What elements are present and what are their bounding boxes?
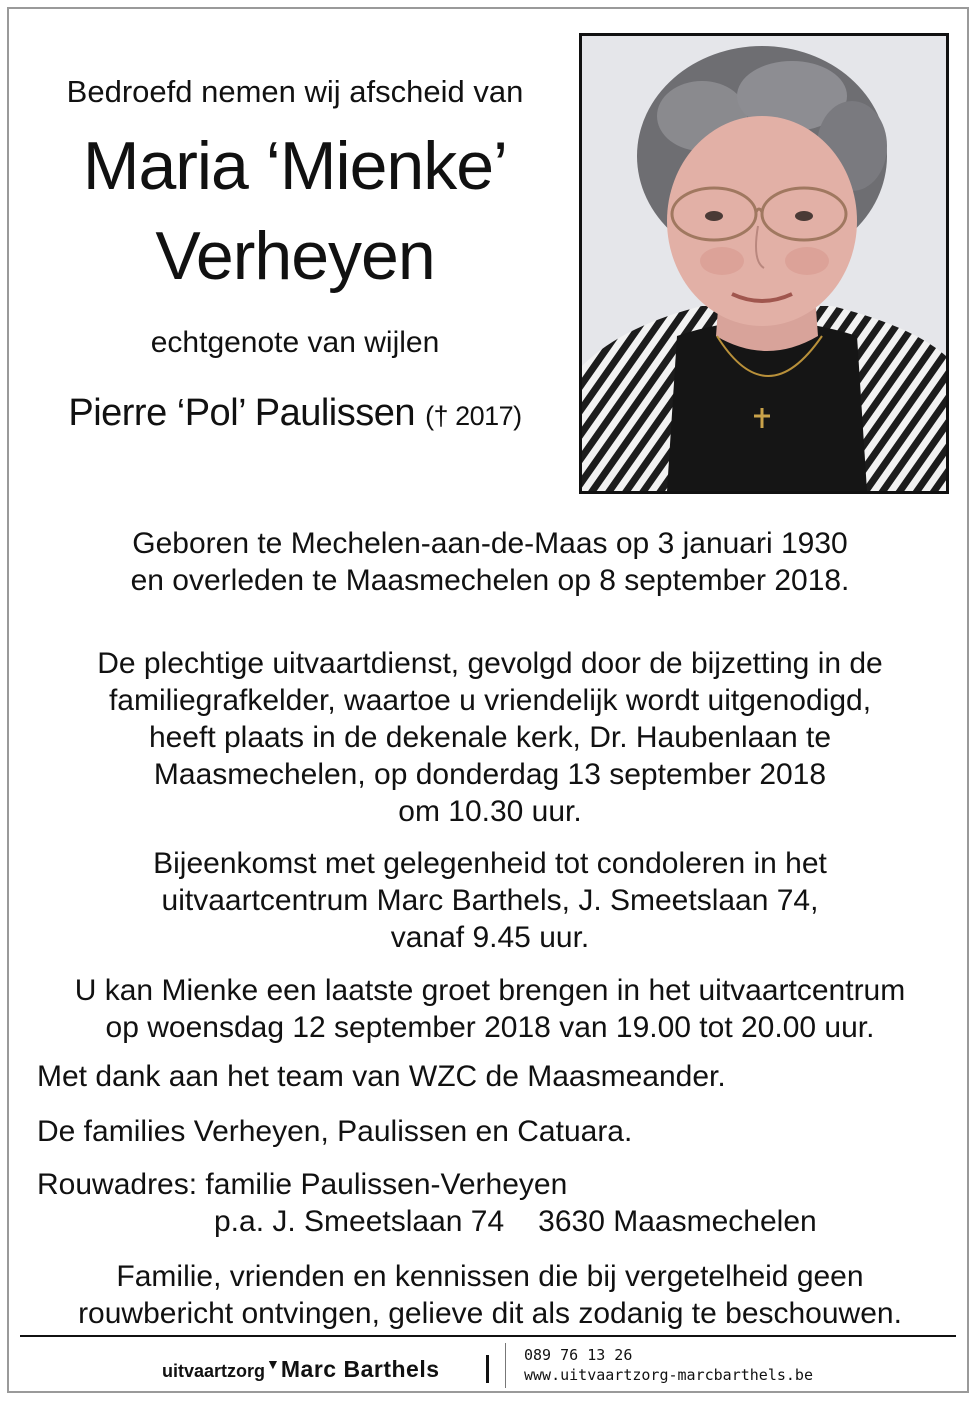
address-street: p.a. J. Smeetslaan 74 [214, 1205, 505, 1238]
text-line: op woensdag 12 september 2018 van 19.00 tot 20.00 uur. [105, 1011, 875, 1044]
service-paragraph [30, 645, 950, 830]
text-line: en overleden te Maasmechelen op 8 september 2018. [130, 564, 850, 597]
deceased-name-line1: Maria ‘Mienke’ [82, 128, 508, 204]
text-line: rouwbericht ontvingen, gelieve dit als zodanig te beschouwen. [78, 1297, 902, 1330]
text-line: Familie, vrienden en kennissen die bij vergetelheid geen [116, 1260, 864, 1293]
thanks-text: Met dank aan het team van WZC de Maasmeander. [37, 1060, 726, 1093]
mourning-address [37, 1166, 937, 1240]
funeral-home-logo [162, 1356, 440, 1383]
logo-prefix: uitvaartzorg [162, 1361, 266, 1381]
spouse-name: Pierre ‘Pol’ Paulissen [68, 392, 415, 434]
spouse-intro: echtgenote van wijlen [150, 326, 440, 359]
families-text: De families Verheyen, Paulissen en Catuara. [37, 1115, 633, 1148]
logo-brand: Marc Barthels [280, 1356, 440, 1382]
text-line: heeft plaats in de dekenale kerk, Dr. Haubenlaan te [148, 721, 832, 754]
footer-divider [20, 1335, 956, 1337]
footer-separator [505, 1343, 506, 1388]
text-line: uitvaartcentrum Marc Barthels, J. Smeetslaan 74, [161, 884, 819, 917]
text-line: familiegrafkelder, waartoe u vriendelijk wordt uitgenodigd, [108, 684, 872, 717]
deceased-name-line2: Verheyen [155, 218, 435, 294]
gathering-paragraph [30, 845, 950, 956]
address-city: 3630 Maasmechelen [538, 1205, 817, 1238]
notice-paragraph [30, 1258, 950, 1332]
spouse-line [30, 392, 560, 435]
intro-text: Bedroefd nemen wij afscheid van [66, 74, 524, 109]
birth-death-paragraph [30, 525, 950, 599]
phone-number: 089 76 13 26 [524, 1346, 633, 1364]
text-line: Maasmechelen, op donderdag 13 september 2018 [153, 758, 827, 791]
text-line: om 10.30 uur. [398, 795, 582, 828]
contact-info [524, 1345, 813, 1385]
text-line: Geboren te Mechelen-aan-de-Maas op 3 januari 1930 [132, 527, 848, 560]
text-line: vanaf 9.45 uur. [390, 921, 590, 954]
text-line: De plechtige uitvaartdienst, gevolgd door de bijzetting in de [97, 647, 883, 680]
address-name: familie Paulissen-Verheyen [205, 1168, 568, 1201]
text-line: U kan Mienke een laatste groet brengen in het uitvaartcentrum [74, 974, 906, 1007]
address-label: Rouwadres: [37, 1168, 198, 1201]
portrait-icon [582, 36, 946, 491]
website-link[interactable]: www.uitvaartzorg-marcbarthels.be [524, 1366, 813, 1384]
triangle-down-icon: ▼ [266, 1356, 280, 1372]
portrait-photo [579, 33, 949, 494]
text-line: Bijeenkomst met gelegenheid tot condoleren in het [153, 847, 827, 880]
logo-bar [486, 1355, 489, 1383]
spouse-death-year: († 2017) [425, 401, 522, 431]
visit-paragraph [30, 972, 950, 1046]
